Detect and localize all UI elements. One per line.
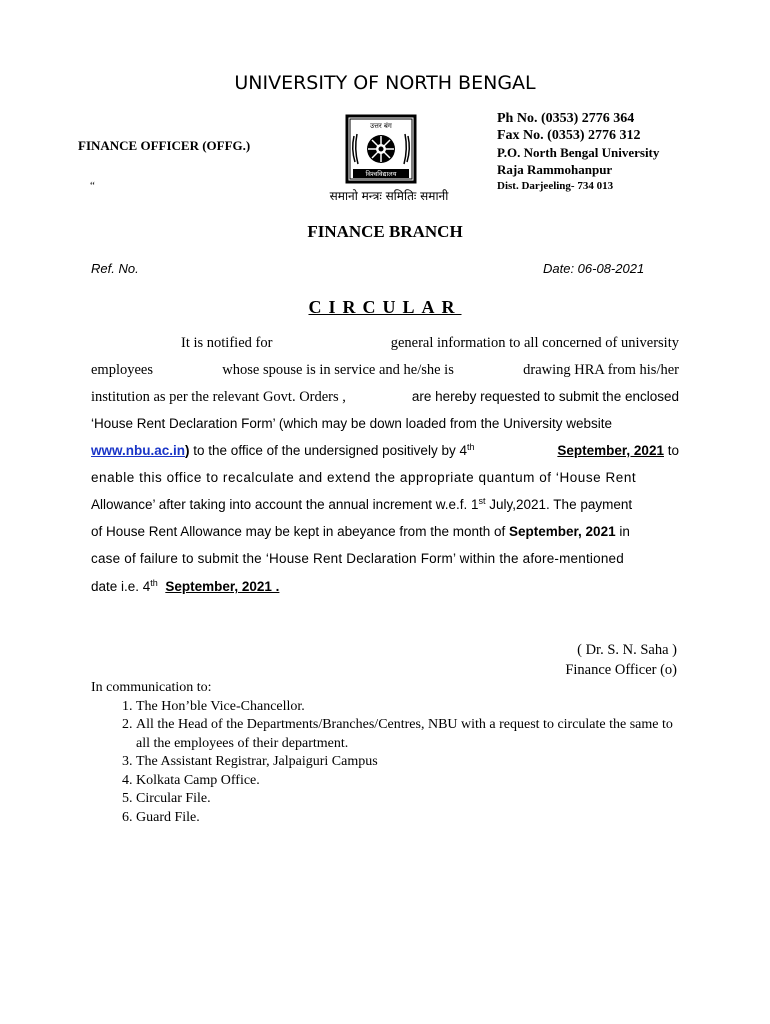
body-line-3: institution as per the relevant Govt. Orders , are hereby requested to submit the enclosed [91, 389, 679, 405]
branch-heading: FINANCE BRANCH [307, 222, 463, 241]
list-item: 4. Kolkata Camp Office. [136, 772, 679, 791]
deadline-date: September, 2021 [557, 443, 664, 458]
emblem-motto: समानो मन्त्रः समितिः समानी [329, 189, 449, 203]
signature-block [565, 640, 677, 680]
signatory-name: ( Dr. S. N. Saha ) [577, 642, 677, 658]
stray-quote-mark: “ [90, 180, 95, 192]
body-line-9: case of failure to submit the ‘House Rent Declaration Form’ within the afore-mentioned [91, 551, 624, 566]
contact-block [497, 110, 659, 195]
list-item: 5. Circular File. [136, 790, 679, 809]
contact-phone: Ph No. (0353) 2776 364 [497, 111, 635, 126]
circular-title: CIRCULAR [308, 297, 462, 317]
contact-place: Raja Rammohanpur [497, 162, 613, 177]
officer-title: FINANCE OFFICER (OFFG.) [78, 138, 251, 153]
contact-dist: Dist. Darjeeling- 734 013 [497, 180, 614, 192]
body-line-4: ‘House Rent Declaration Form’ (which may be down loaded from the University website [91, 416, 612, 431]
list-item: 3. The Assistant Registrar, Jalpaiguri Campus [136, 753, 679, 772]
body-line-5: www.nbu.ac.in) to the office of the undersigned positively by 4th September, 2021 to [91, 442, 679, 458]
communication-heading: In communication to: [91, 680, 212, 695]
signatory-title: Finance Officer (o) [565, 662, 677, 678]
contact-po: P.O. North Bengal University [497, 145, 660, 160]
university-emblem-icon [345, 114, 417, 184]
deadline-date-repeat: September, 2021 . [165, 579, 280, 594]
body-line-7: Allowance’ after taking into account the annual increment w.e.f. 1st July,2021. The payment [91, 496, 633, 512]
list-item: 2. All the Head of the Departments/Branches/Centres, NBU with a request to circulate the same to all the employees of their department. [136, 716, 679, 753]
body-line-2: employees whose spouse is in service and he/she is drawing HRA from his/her [91, 362, 679, 378]
body-line-6: enable this office to recalculate and extend the appropriate quantum of ‘House Rent [91, 470, 637, 485]
list-item: 6. Guard File. [136, 809, 679, 828]
emblem-top-text: उत्तर बंग [370, 122, 392, 130]
reference-number: Ref. No. [91, 261, 139, 276]
communication-list [91, 679, 679, 827]
body-line-10: date i.e. 4th September, 2021 . [91, 578, 280, 594]
university-website-link[interactable]: www.nbu.ac.in [91, 443, 186, 458]
body-line-1: It is notified for general information to all concerned of university [181, 335, 679, 351]
emblem-bottom-text: विश्वविद्यालय [365, 170, 397, 178]
body-line-8: of House Rent Allowance may be kept in abeyance from the month of September, 2021 in [91, 524, 630, 539]
university-title: UNIVERSITY OF NORTH BENGAL [234, 72, 536, 94]
circular-date: Date: 06-08-2021 [543, 261, 645, 276]
contact-fax: Fax No. (0353) 2776 312 [497, 128, 641, 143]
list-item: 1. The Hon’ble Vice-Chancellor. [136, 698, 679, 717]
